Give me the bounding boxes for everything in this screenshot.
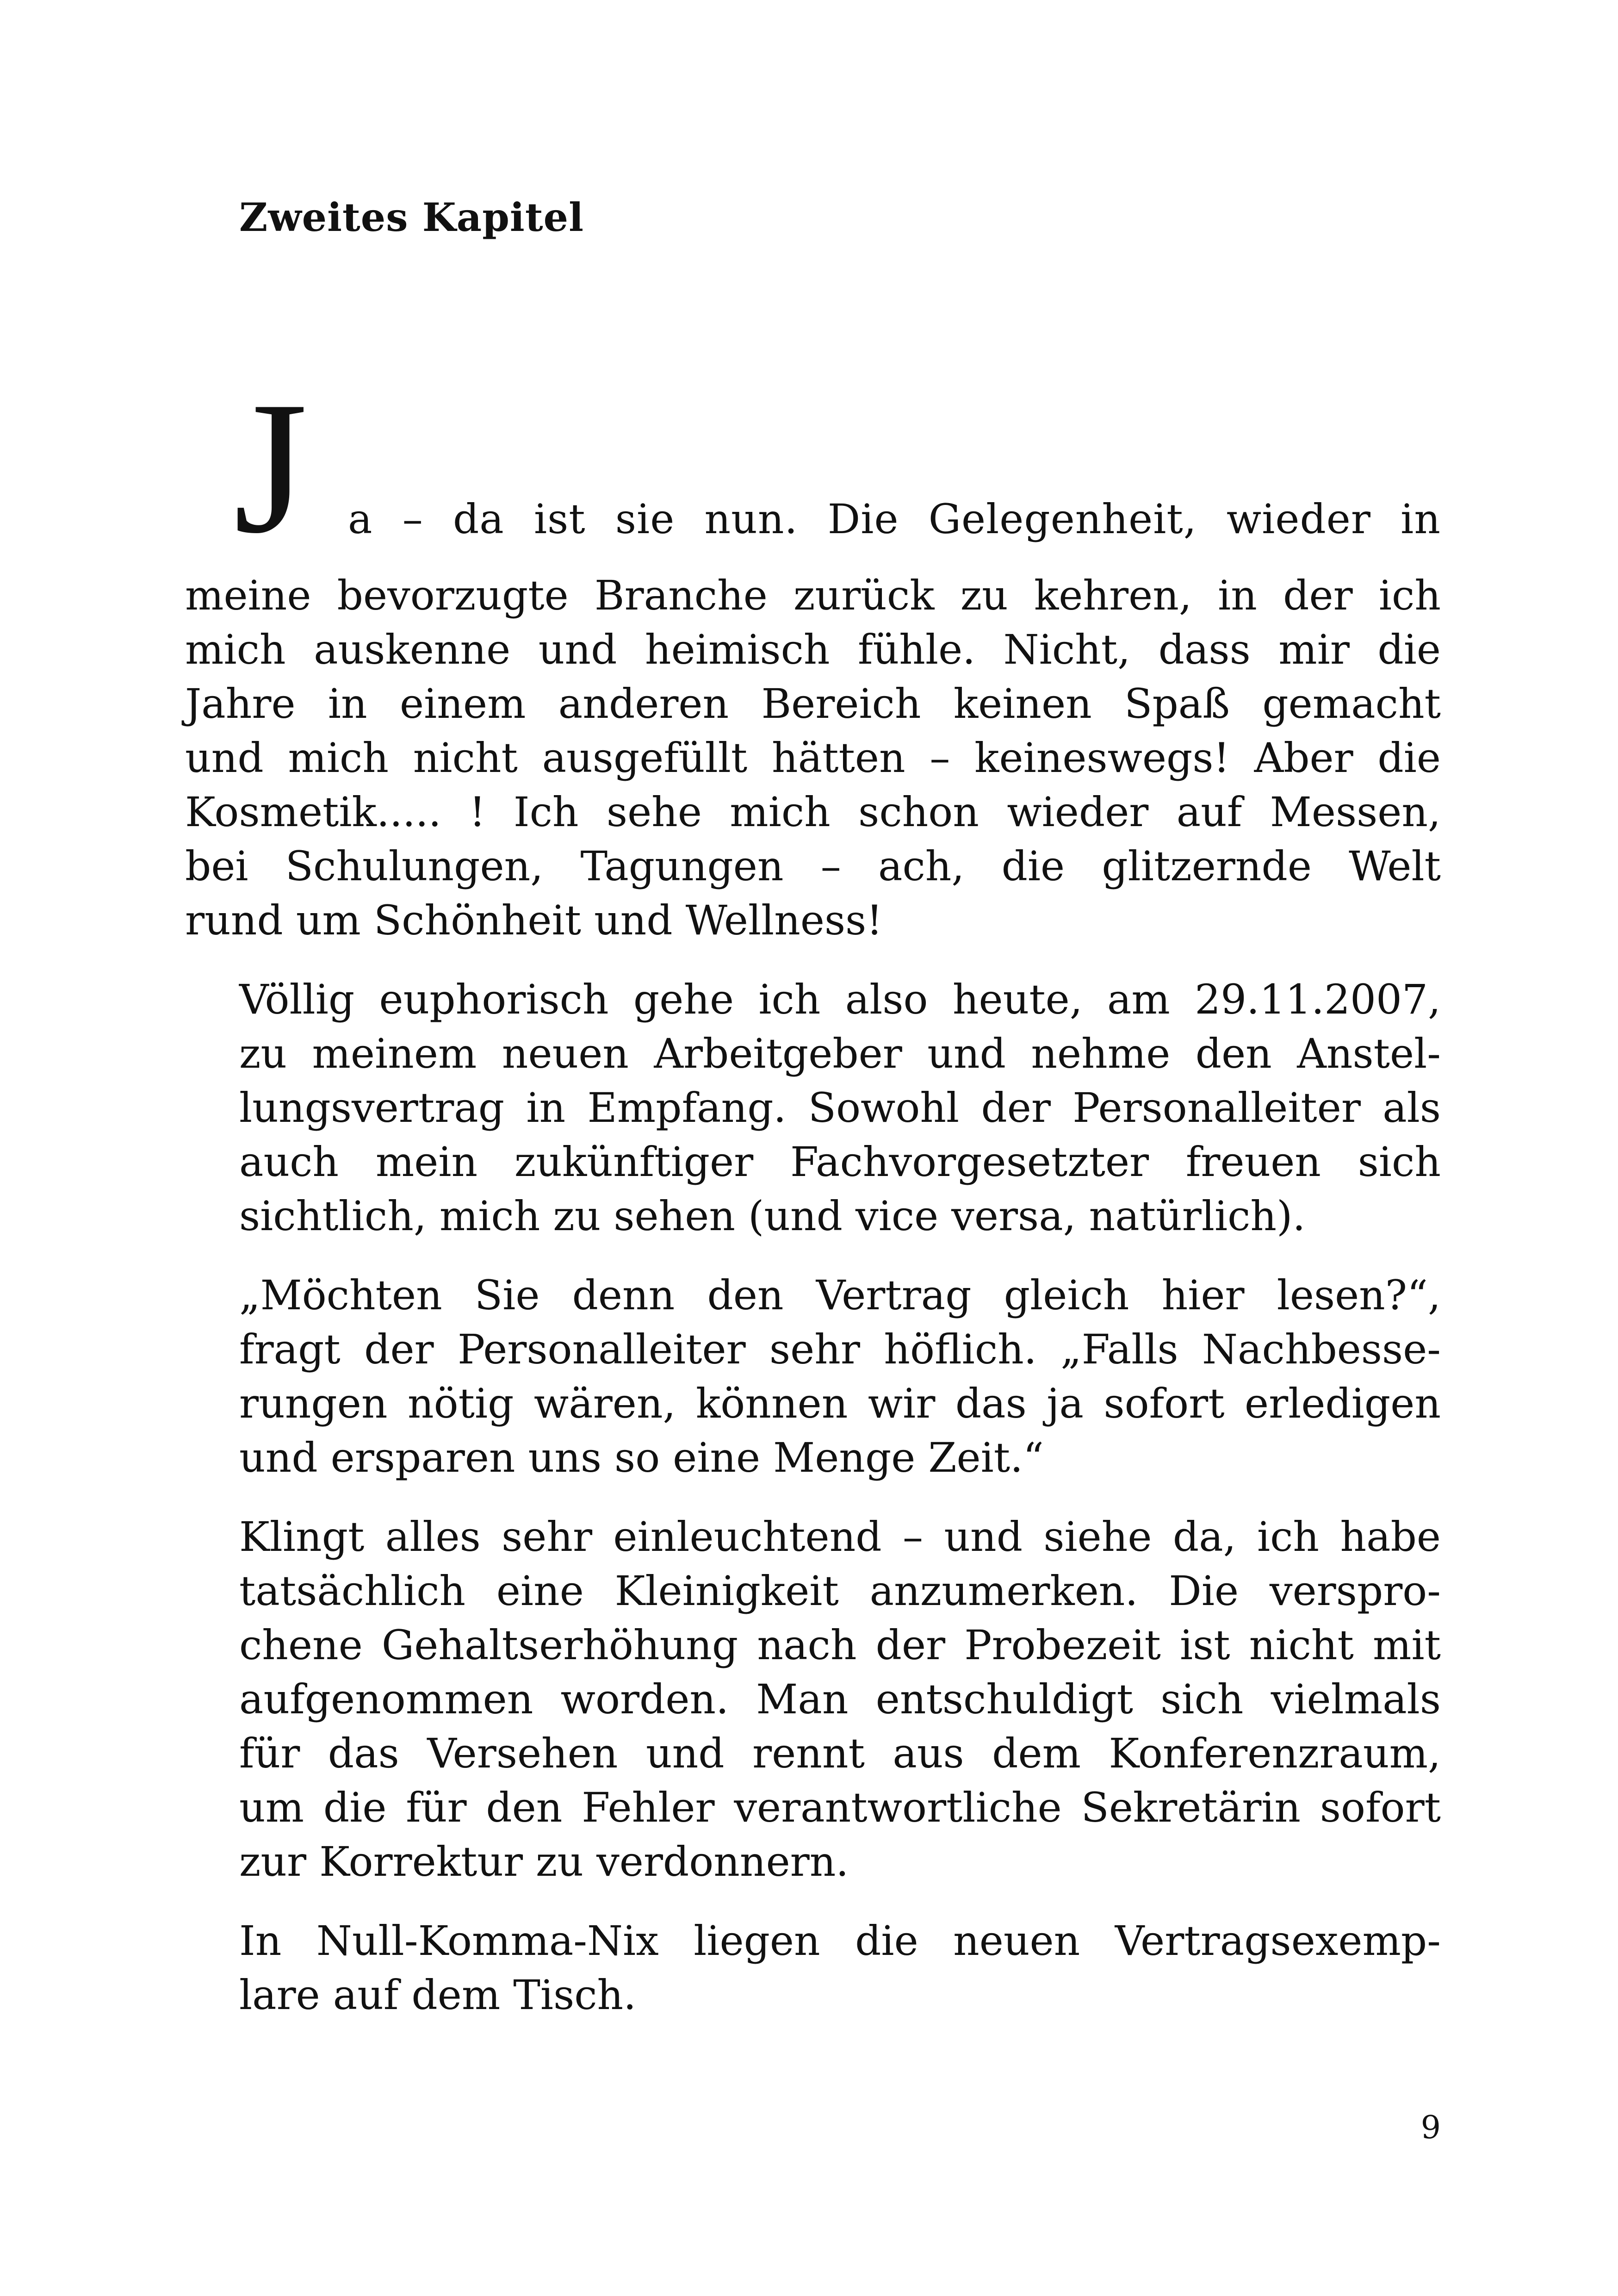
- text-line: rund um Schönheit und Wellness!: [185, 896, 883, 944]
- paragraph-1: [185, 568, 1441, 947]
- paragraph-4: [185, 1510, 1441, 1889]
- drop-cap: J: [234, 362, 308, 572]
- text-line: Klingt alles sehr einleuchtend – und siehe da, ich habe: [239, 1513, 1441, 1561]
- text-line: rungen nötig wären, können wir das ja sofort erledigen: [239, 1380, 1441, 1427]
- first-line: a – da ist sie nun. Die Gelegenheit, wieder in: [348, 495, 1441, 543]
- paragraph-3: [185, 1268, 1441, 1485]
- paragraph-2: [185, 972, 1441, 1243]
- text-line: bei Schulungen, Tagungen – ach, die glitzernde Welt: [185, 842, 1441, 890]
- text-line: auch mein zukünftiger Fachvorgesetzter freuen sich: [239, 1138, 1441, 1186]
- text-line: und mich nicht ausgefüllt hätten – keineswegs! Aber die: [185, 734, 1441, 782]
- chapter-title: Zweites Kapitel: [239, 194, 584, 240]
- text-line: zu meinem neuen Arbeitgeber und nehme den Anstel-: [239, 1030, 1441, 1077]
- text-line: In Null-Komma-Nix liegen die neuen Vertragsexemp-: [239, 1917, 1441, 1965]
- paragraph-5: [185, 1914, 1441, 2022]
- text-line: tatsächlich eine Kleinigkeit anzumerken. Die verspro-: [239, 1567, 1441, 1615]
- text-line: lare auf dem Tisch.: [239, 1971, 637, 2019]
- text-line: Völlig euphorisch gehe ich also heute, am 29.11.2007,: [239, 976, 1441, 1023]
- page-number: 9: [1420, 2109, 1441, 2146]
- text-line: Jahre in einem anderen Bereich keinen Spaß gemacht: [185, 680, 1441, 728]
- text-line: chene Gehaltserhöhung nach der Probezeit ist nicht mit: [239, 1621, 1441, 1669]
- body-text: [185, 568, 1441, 2047]
- text-line: zur Korrektur zu verdonnern.: [239, 1838, 849, 1885]
- text-line: lungsvertrag in Empfang. Sowohl der Personalleiter als: [239, 1084, 1441, 1132]
- text-line: meine bevorzugte Branche zurück zu kehren, in der ich: [185, 572, 1441, 619]
- text-line: „Möchten Sie denn den Vertrag gleich hier lesen?“,: [239, 1271, 1441, 1319]
- text-line: und ersparen uns so eine Menge Zeit.“: [239, 1434, 1044, 1481]
- text-line: aufgenommen worden. Man entschuldigt sich vielmals: [239, 1675, 1441, 1723]
- text-line: für das Versehen und rennt aus dem Konferenzraum,: [239, 1730, 1441, 1777]
- text-line: um die für den Fehler verantwortliche Sekretärin sofort: [239, 1784, 1441, 1831]
- text-line: sichtlich, mich zu sehen (und vice versa, natürlich).: [239, 1192, 1306, 1240]
- text-line: mich auskenne und heimisch fühle. Nicht, dass mir die: [185, 626, 1441, 673]
- text-line: Kosmetik..... ! Ich sehe mich schon wieder auf Messen,: [185, 788, 1441, 836]
- text-line: fragt der Personalleiter sehr höflich. „Falls Nachbesse-: [239, 1325, 1441, 1373]
